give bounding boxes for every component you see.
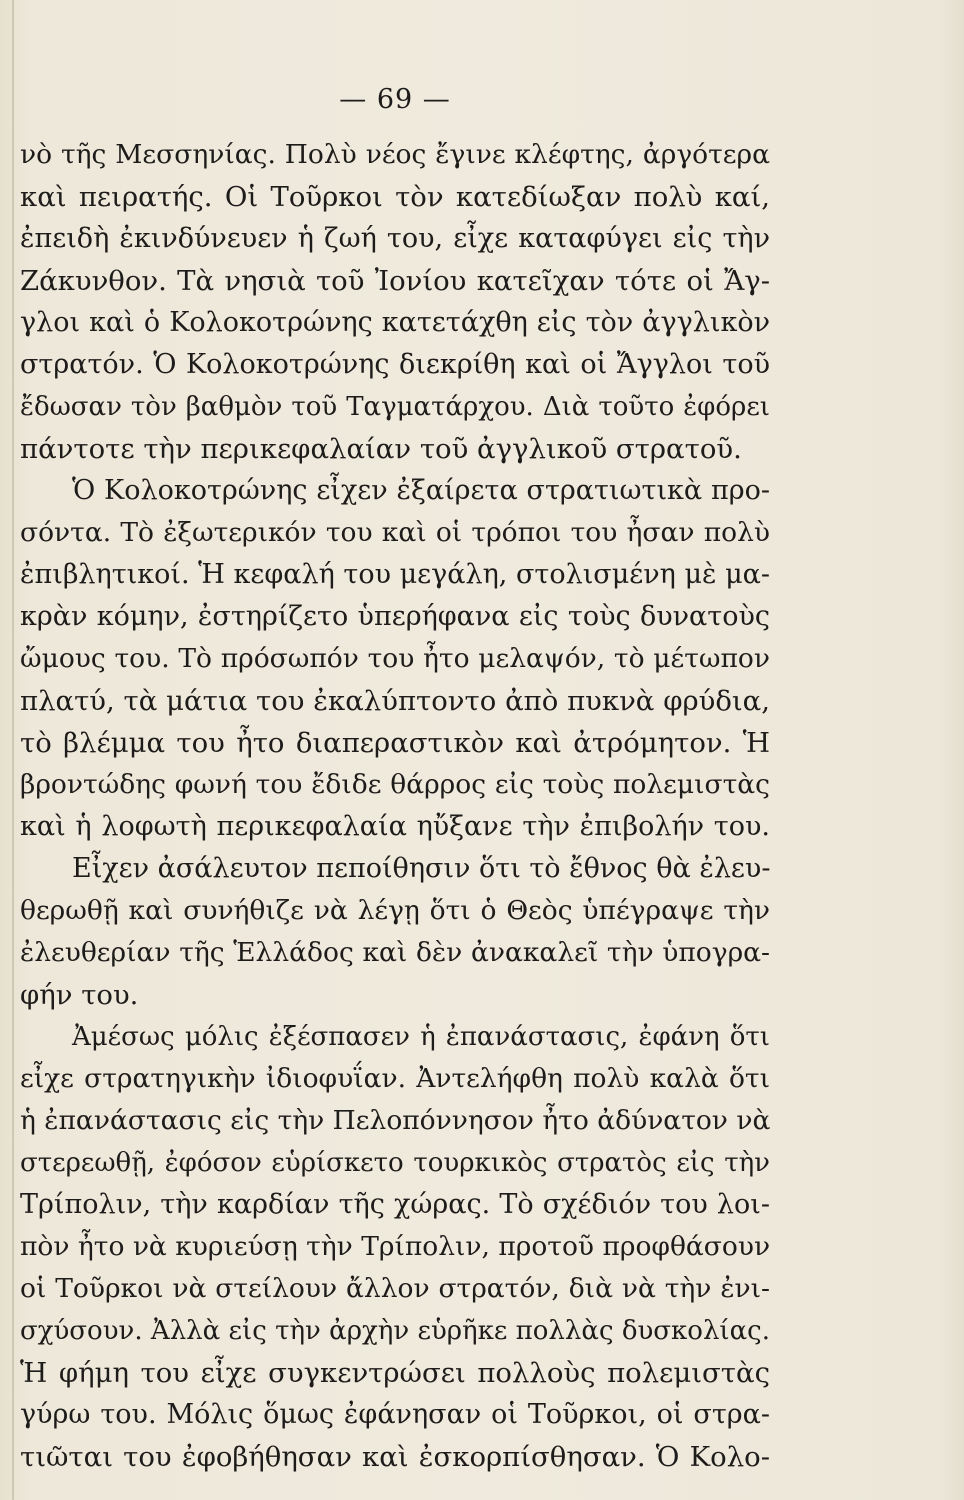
text-line: εἶχε στρατηγικὴν ἰδιοφυΐαν. Ἀντελήφθη πολὺ καλὰ ὅτι bbox=[20, 1063, 770, 1094]
paragraph-start-line: Ἀμέσως μόλις ἐξέσπασεν ἡ ἐπανάστασις, ἐφάνη ὅτι bbox=[72, 1022, 770, 1052]
text-line: στερεωθῇ, ἐφόσον εὑρίσκετο τουρκικὸς στρατὸς εἰς τὴν bbox=[20, 1148, 770, 1178]
text-line: Τρίπολιν, τὴν καρδίαν τῆς χώρας. Τὸ σχέδιόν του λοι- bbox=[20, 1189, 770, 1220]
text-line: ἐλευθερίαν τῆς Ἑλλάδος καὶ δὲν ἀνακαλεῖ τὴν ὑπογρα- bbox=[20, 937, 770, 968]
text-line: πλατύ, τὰ μάτια του ἐκαλύπτοντο ἀπὸ πυκνὰ φρύδια, bbox=[20, 685, 770, 717]
text-line: ἐπειδὴ ἐκινδύνευεν ἡ ζωή του, εἶχε καταφύγει εἰς τὴν bbox=[20, 223, 770, 254]
text-line: θερωθῇ καὶ συνήθιζε νὰ λέγῃ ὅτι ὁ Θεὸς ὑπέγραψε τὴν bbox=[20, 895, 770, 926]
text-line: νὸ τῆς Μεσσηνίας. Πολὺ νέος ἔγινε κλέφτης, ἀργότερα bbox=[20, 139, 770, 170]
text-line: φήν του. bbox=[20, 979, 139, 1011]
paragraph-start-line: Ὁ Κολοκοτρώνης εἶχεν ἐξαίρετα στρατιωτικὰ προ- bbox=[72, 475, 770, 506]
body-text bbox=[20, 134, 770, 1478]
text-line: ἐπιβλητικοί. Ἡ κεφαλή του μεγάλη, στολισμένη μὲ μα- bbox=[20, 559, 770, 590]
text-line: Ζάκυνθον. Τὰ νησιὰ τοῦ Ἰονίου κατεῖχαν τότε οἱ Ἄγ- bbox=[20, 265, 770, 297]
text-line: γύρω του. Μόλις ὅμως ἐφάνησαν οἱ Τοῦρκοι, οἱ στρα- bbox=[20, 1399, 770, 1430]
text-line: γλοι καὶ ὁ Κολοκοτρώνης κατετάχθη εἰς τὸν ἀγγλικὸν bbox=[20, 307, 770, 338]
text-line: βροντώδης φωνή του ἔδιδε θάρρος εἰς τοὺς πολεμιστὰς bbox=[20, 769, 770, 800]
text-line: τὸ βλέμμα του ἦτο διαπεραστικὸν καὶ ἀτρόμητον. Ἡ bbox=[20, 727, 770, 759]
page-number: — 69 — bbox=[339, 84, 451, 115]
text-line: πάντοτε τὴν περικεφαλαίαν τοῦ ἀγγλικοῦ στρατοῦ. bbox=[20, 433, 742, 465]
text-line: ἔδωσαν τὸν βαθμὸν τοῦ Ταγματάρχου. Διὰ τοῦτο ἐφόρει bbox=[20, 392, 770, 422]
text-line: καὶ πειρατής. Οἱ Τοῦρκοι τὸν κατεδίωξαν πολὺ καί, bbox=[20, 181, 770, 213]
text-line: οἱ Τοῦρκοι νὰ στείλουν ἄλλον στρατόν, διὰ νὰ τὴν ἐνι- bbox=[20, 1273, 770, 1304]
text-line: καὶ ἡ λοφωτὴ περικεφαλαία ηὔξανε τὴν ἐπιβολήν του. bbox=[20, 811, 770, 842]
text-line: κρὰν κόμην, ἐστηρίζετο ὑπερήφανα εἰς τοὺς δυνατοὺς bbox=[20, 601, 770, 632]
text-line: τιῶται του ἐφοβήθησαν καὶ ἐσκορπίσθησαν. Ὁ Κολο- bbox=[20, 1441, 770, 1473]
text-line: Ἡ φήμη του εἶχε συγκεντρώσει πολλοὺς πολεμιστὰς bbox=[20, 1357, 770, 1389]
text-line: σχύσουν. Ἀλλὰ εἰς τὴν ἀρχὴν εὑρῆκε πολλὰς δυσκολίας. bbox=[20, 1316, 770, 1346]
page-edge bbox=[12, 0, 14, 1500]
text-line: ὤμους του. Τὸ πρόσωπόν του ἦτο μελαψόν, τὸ μέτωπον bbox=[20, 643, 770, 674]
text-line: πὸν ἦτο νὰ κυριεύσῃ τὴν Τρίπολιν, προτοῦ προφθάσουν bbox=[20, 1231, 771, 1262]
paragraph-start-line: Εἶχεν ἀσάλευτον πεποίθησιν ὅτι τὸ ἔθνος θὰ ἐλευ- bbox=[72, 853, 771, 884]
text-line: σόντα. Τὸ ἐξωτερικόν του καὶ οἱ τρόποι του ἦσαν πολὺ bbox=[20, 517, 770, 548]
text-line: στρατόν. Ὁ Κολοκοτρώνης διεκρίθη καὶ οἱ Ἄγγλοι τοῦ bbox=[20, 349, 770, 380]
text-line: ἡ ἐπανάστασις εἰς τὴν Πελοπόννησον ἦτο ἀδύνατον νὰ bbox=[20, 1105, 771, 1136]
